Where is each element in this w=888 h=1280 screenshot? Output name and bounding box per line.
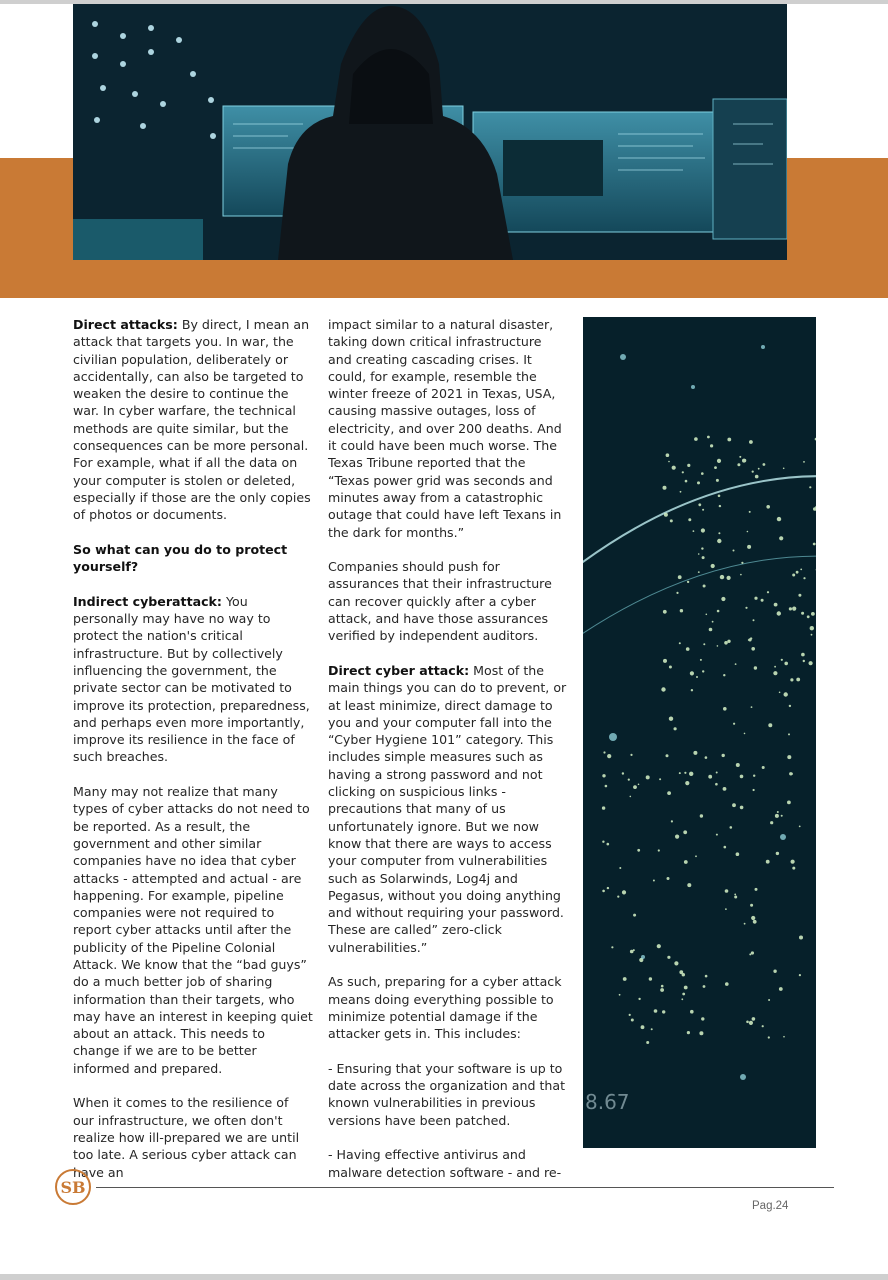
particle-dot bbox=[745, 607, 747, 609]
particle-dot bbox=[674, 727, 677, 730]
particle-dot bbox=[628, 779, 630, 781]
particle-dot bbox=[734, 894, 736, 896]
particle-dot bbox=[811, 634, 813, 636]
particle-dot bbox=[712, 621, 714, 623]
particle-dot bbox=[690, 1010, 694, 1014]
particle-dot bbox=[722, 754, 725, 757]
particle-dot bbox=[698, 553, 700, 555]
page-edge-bottom bbox=[0, 1274, 888, 1280]
particle-dot bbox=[630, 796, 632, 798]
particle-dot bbox=[761, 599, 764, 602]
particle-dot bbox=[714, 466, 717, 469]
particle-dot bbox=[775, 814, 779, 818]
particle-dot bbox=[737, 463, 740, 466]
particle-dot bbox=[695, 855, 697, 857]
particle-dot bbox=[668, 461, 670, 463]
particle-dot bbox=[751, 916, 755, 920]
particle-dot bbox=[747, 545, 751, 549]
particle-dot bbox=[749, 511, 751, 513]
particle-dot bbox=[641, 1025, 645, 1029]
particle-dot bbox=[734, 896, 737, 899]
particle-dot bbox=[773, 671, 777, 675]
particle-dot bbox=[676, 592, 678, 594]
particle-dot bbox=[762, 1025, 764, 1027]
particle-dot bbox=[607, 887, 609, 889]
particle-dot bbox=[750, 904, 753, 907]
particle-dot bbox=[777, 517, 781, 521]
particle-dot bbox=[762, 766, 765, 769]
particle-dot bbox=[751, 951, 754, 954]
particle-dot bbox=[709, 628, 713, 632]
particle-dot bbox=[607, 843, 610, 846]
particle-dot bbox=[649, 977, 652, 980]
particle-dot bbox=[685, 781, 689, 785]
particle-dot bbox=[809, 661, 813, 665]
particle-dot bbox=[811, 612, 815, 616]
paragraph: Indirect cyberattack: You personally may have no way to protect the nation's critical infrastructure. But by collectively influencing the government, the private sector can be motivated to improve its protection, preparedness, and perhaps even more importantly, improve its resilience in the face of such breaches. bbox=[73, 593, 310, 765]
particle-dot bbox=[724, 641, 728, 645]
logo-text: SB bbox=[60, 1178, 86, 1197]
particle-dot bbox=[666, 453, 670, 457]
particle-dot bbox=[752, 1017, 756, 1021]
particle-dot bbox=[700, 814, 703, 817]
paragraph: impact similar to a natural disaster, taking down critical infrastructure and creating cascading crises. It could, for example, resemble the winter freeze of 2021 in Texas, USA, causing massive outages, loss of electricity, and over 200 deaths. And it could have been much worse. The Texas Tribune reported that the “Texas power grid was seconds and minutes away from a catastrophic outage that could have left Texans in the dark for months.” bbox=[328, 317, 562, 540]
particle-dot bbox=[602, 774, 605, 777]
particle-dot bbox=[651, 1028, 653, 1030]
particle-dot bbox=[744, 733, 746, 735]
particle-dot bbox=[687, 1031, 690, 1034]
particle-dot bbox=[749, 1021, 753, 1025]
particle-dot bbox=[689, 772, 693, 776]
particle-dot bbox=[684, 860, 688, 864]
particle-dot bbox=[663, 486, 667, 490]
list-item: - Having effective antivirus and malware detection software - and re- bbox=[328, 1147, 562, 1180]
particle-dot bbox=[779, 692, 781, 694]
paragraph: When it comes to the resilience of our infrastructure, we often don't realize how ill-prepared we are until too late. A serious cyber attack can have an bbox=[73, 1095, 300, 1180]
particle-dot bbox=[752, 471, 754, 473]
particle-dot bbox=[603, 751, 605, 753]
particle-dot bbox=[631, 1019, 634, 1022]
particle-dot bbox=[735, 663, 737, 665]
particle-dot bbox=[783, 1036, 785, 1038]
particle-dot bbox=[787, 801, 791, 805]
particle-dot bbox=[646, 775, 650, 779]
particle-dot bbox=[736, 763, 740, 767]
particle-dot bbox=[671, 820, 673, 822]
particle-dot bbox=[717, 459, 721, 463]
side-image-digital-globe bbox=[583, 317, 816, 1148]
particle-dot bbox=[669, 666, 672, 669]
particle-dot bbox=[630, 950, 634, 954]
particle-dot bbox=[622, 890, 626, 894]
particle-dot bbox=[755, 888, 758, 891]
particle-dot bbox=[672, 466, 676, 470]
particle-dot bbox=[791, 860, 795, 864]
particle-dot bbox=[667, 877, 670, 880]
particle-dot bbox=[679, 772, 681, 774]
particle-dot bbox=[698, 503, 701, 506]
logo bbox=[54, 1168, 92, 1206]
particle-dot bbox=[800, 569, 802, 571]
particle-dot bbox=[669, 717, 673, 721]
particle-dot bbox=[664, 513, 668, 517]
particle-dot bbox=[739, 456, 741, 458]
particle-dot bbox=[701, 528, 705, 532]
particle-dot bbox=[781, 815, 783, 817]
particle-dot bbox=[666, 754, 669, 757]
particle-dot bbox=[602, 841, 604, 843]
particle-dot bbox=[723, 674, 725, 676]
particle-dot bbox=[801, 612, 804, 615]
particle-dot bbox=[617, 896, 619, 898]
particle-dot bbox=[684, 772, 686, 774]
particle-dot bbox=[678, 575, 682, 579]
particle-dot bbox=[787, 755, 791, 759]
particle-dot bbox=[781, 659, 783, 661]
particle-dot bbox=[683, 830, 687, 834]
particle-dot bbox=[740, 775, 744, 779]
particle-dot bbox=[701, 472, 704, 475]
particle-dot bbox=[725, 908, 727, 910]
particle-dot bbox=[708, 775, 712, 779]
particle-dot bbox=[653, 880, 655, 882]
particle-dot bbox=[661, 985, 664, 988]
particle-dot bbox=[740, 574, 742, 576]
particle-dot bbox=[796, 571, 799, 574]
particle-dot bbox=[658, 849, 660, 851]
paragraph: Companies should push for assurances that their infrastructure can recover quickly after a cyber attack, and have those assurances verified by independent auditors. bbox=[328, 559, 552, 644]
particle-dot bbox=[705, 975, 708, 978]
particle-dot bbox=[667, 791, 671, 795]
particle-dot bbox=[718, 495, 721, 498]
particle-dot bbox=[702, 556, 705, 559]
particle-dot bbox=[727, 438, 731, 442]
particle-dot bbox=[784, 692, 788, 696]
particle-dot bbox=[733, 723, 735, 725]
particle-dot bbox=[684, 986, 688, 990]
particle-dot bbox=[662, 1010, 665, 1013]
paragraph: As such, preparing for a cyber attack means doing everything possible to minimize potential damage if the attacker gets in. This includes: bbox=[328, 974, 562, 1042]
particle-dot bbox=[751, 706, 753, 708]
particle-dot bbox=[733, 550, 735, 552]
particle-dot bbox=[763, 463, 766, 466]
particle-dot bbox=[660, 988, 664, 992]
particle-dot bbox=[748, 638, 751, 641]
particle-dot bbox=[607, 754, 611, 758]
particle-dot bbox=[768, 999, 770, 1001]
particle-dot bbox=[753, 789, 755, 791]
particle-dot bbox=[773, 970, 776, 973]
globe-illustration bbox=[583, 317, 816, 1148]
particle-dot bbox=[619, 867, 621, 869]
particle-dot bbox=[803, 461, 805, 463]
particle-dot bbox=[790, 678, 793, 681]
particle-dot bbox=[693, 751, 697, 755]
particle-dot bbox=[774, 666, 776, 668]
particle-dot bbox=[633, 914, 636, 917]
particle-dot bbox=[807, 615, 810, 618]
particle-dot bbox=[740, 806, 744, 810]
particle-dot bbox=[701, 1017, 704, 1020]
particle-dot bbox=[743, 459, 746, 462]
particle-dot bbox=[792, 574, 795, 577]
particle-dot bbox=[670, 519, 673, 522]
particle-dot bbox=[697, 481, 700, 484]
particle-dot bbox=[792, 867, 795, 870]
particle-dot bbox=[749, 440, 753, 444]
particle-dot bbox=[696, 676, 698, 678]
particle-dot bbox=[744, 923, 746, 925]
particle-dot bbox=[717, 539, 721, 543]
particle-dot bbox=[702, 509, 704, 511]
particle-dot bbox=[703, 643, 705, 645]
particle-dot bbox=[732, 803, 736, 807]
particle-dot bbox=[699, 1031, 703, 1035]
particle-dot bbox=[724, 846, 727, 849]
text-column-left bbox=[73, 316, 313, 1198]
particle-dot bbox=[710, 444, 713, 447]
particle-dot bbox=[754, 666, 757, 669]
particle-dot bbox=[718, 532, 720, 534]
particle-dot bbox=[657, 944, 661, 948]
particle-dot bbox=[723, 787, 727, 791]
particle-dot bbox=[719, 505, 721, 507]
globe-overlay-text: 8.67 bbox=[585, 1090, 630, 1114]
particle-dot bbox=[630, 754, 632, 756]
section-heading: So what can you do to protect yourself? bbox=[73, 541, 288, 575]
particle-dot bbox=[758, 468, 760, 470]
particle-dot bbox=[602, 890, 605, 893]
particle-dot bbox=[682, 993, 685, 996]
particle-dot bbox=[687, 464, 690, 467]
particle-dot bbox=[770, 821, 773, 824]
particle-dot bbox=[799, 936, 803, 940]
sb-logo-icon bbox=[54, 1168, 92, 1206]
particle-dot bbox=[690, 671, 694, 675]
particle-dot bbox=[753, 619, 755, 621]
paragraph: Many may not realize that many types of cyber attacks do not need to be reported. As a result, the government and other similar companies have no idea that cyber attacks - attempted and actual - are happening. For example, pipeline companies were not required to report cyber attacks until after the publicity of the Pipeline Colonial Attack. We know that the “bad guys” do a much better job of sharing information than their targets, who may have an interest in keeping quiet about an attack. This needs to change if we are to be better informed and prepared. bbox=[73, 784, 313, 1076]
list-item: - Ensuring that your software is up to date across the organization and that known vulnerabilities in previous versions have been patched. bbox=[328, 1060, 566, 1128]
particle-dot bbox=[779, 536, 783, 540]
particle-dot bbox=[730, 826, 733, 829]
particle-dot bbox=[777, 611, 781, 615]
particle-dot bbox=[717, 645, 719, 647]
particle-dot bbox=[682, 471, 684, 473]
particle-dot bbox=[602, 806, 605, 809]
particle-dot bbox=[789, 607, 792, 610]
particle-dot bbox=[727, 576, 731, 580]
particle-dot bbox=[638, 784, 640, 786]
particle-dot bbox=[767, 591, 769, 593]
particle-dot bbox=[707, 436, 710, 439]
particle-dot bbox=[716, 834, 718, 836]
particle-dot bbox=[751, 647, 755, 651]
particle-dot bbox=[810, 626, 814, 630]
particle-dot bbox=[698, 571, 700, 573]
particle-dot bbox=[633, 785, 637, 789]
particle-dot bbox=[703, 585, 706, 588]
particle-dot bbox=[629, 1014, 631, 1016]
particle-dot bbox=[789, 772, 792, 775]
particle-dot bbox=[768, 723, 772, 727]
footer-rule bbox=[96, 1187, 834, 1188]
particle-dot bbox=[803, 577, 805, 579]
particle-dot bbox=[700, 659, 702, 661]
particle-dot bbox=[746, 1021, 749, 1024]
particle-dot bbox=[659, 778, 661, 780]
particle-dot bbox=[674, 961, 678, 965]
particle-dot bbox=[799, 974, 801, 976]
particle-dot bbox=[798, 594, 801, 597]
particle-dot bbox=[725, 982, 729, 986]
particle-dot bbox=[774, 603, 778, 607]
particle-dot bbox=[754, 597, 757, 600]
particle-dot bbox=[727, 640, 730, 643]
particle-dot bbox=[663, 659, 667, 663]
particle-dot bbox=[717, 610, 720, 613]
particle-dot bbox=[691, 689, 693, 691]
hero-image-hacker bbox=[73, 4, 787, 260]
particle-dot bbox=[776, 852, 779, 855]
particle-dot bbox=[687, 581, 689, 583]
particle-dot bbox=[783, 468, 785, 470]
paragraph: Direct cyber attack: Most of the main things you can do to prevent, or at least minimize, direct damage to you and your computer fall into the “Cyber Hygiene 101” category. This includes simple measures such as having a strong password and not clicking on suspicious links - precautions that many of us unfortunately ignore. But we now know that there are ways to access your computer from vulnerabilities such as Solarwinds, Log4j and Pegasus, without you doing anything and without requiring your password. These are called” zero-click vulnerabilities.” bbox=[328, 662, 567, 955]
particle-dot bbox=[701, 547, 703, 549]
particle-dot bbox=[755, 475, 759, 479]
particle-dot bbox=[779, 987, 783, 991]
particle-dot bbox=[661, 687, 665, 691]
particle-dot bbox=[623, 977, 627, 981]
particle-dot bbox=[721, 597, 725, 601]
particle-dot bbox=[777, 811, 779, 813]
particle-dot bbox=[638, 998, 640, 1000]
particle-dot bbox=[685, 480, 688, 483]
particle-dot bbox=[693, 530, 695, 532]
particle-dot bbox=[711, 564, 715, 568]
particle-dot bbox=[706, 614, 708, 616]
particle-dot bbox=[686, 647, 690, 651]
particle-dot bbox=[667, 956, 670, 959]
particle-dot bbox=[766, 860, 770, 864]
particle-dot bbox=[753, 775, 755, 777]
particle-dot bbox=[637, 849, 640, 852]
text-column-middle bbox=[328, 316, 568, 1198]
particle-dot bbox=[813, 543, 816, 546]
particle-dot bbox=[720, 575, 724, 579]
particle-dot bbox=[753, 920, 757, 924]
particle-dot bbox=[792, 607, 796, 611]
particle-dot bbox=[723, 707, 727, 711]
particle-dot bbox=[646, 1041, 649, 1044]
particle-dot bbox=[611, 946, 613, 948]
hacker-illustration bbox=[73, 4, 787, 260]
particle-dot bbox=[619, 994, 621, 996]
particle-dot bbox=[688, 518, 691, 521]
particle-dot bbox=[736, 852, 740, 856]
particle-dot bbox=[622, 772, 624, 774]
particle-dot bbox=[768, 1036, 770, 1038]
particle-dot bbox=[747, 531, 749, 533]
particle-dot bbox=[694, 437, 698, 441]
particle-dot bbox=[803, 660, 805, 662]
particle-dot bbox=[705, 756, 708, 759]
particle-dot bbox=[796, 678, 800, 682]
particle-dot bbox=[741, 562, 743, 564]
particle-dot bbox=[784, 662, 788, 666]
paragraph: Direct attacks: By direct, I mean an attack that targets you. In war, the civilian population, deliberately or accidentally, can also be targeted to weaken the desire to continue the war. In cyber warfare, the technical methods are quite similar, but the consequences can be more personal. For example, what if all the data on your computer is stolen or deleted, especially if those are the only copies of photos or documents. bbox=[73, 317, 311, 523]
particle-dot bbox=[716, 479, 719, 482]
particle-dot bbox=[788, 733, 790, 735]
particle-dot bbox=[766, 505, 770, 509]
particle-dot bbox=[809, 486, 811, 488]
particle-dot bbox=[680, 609, 683, 612]
particle-dot bbox=[605, 785, 608, 788]
particle-dot bbox=[681, 998, 683, 1000]
particle-dot bbox=[702, 670, 704, 672]
particle-dot bbox=[675, 835, 679, 839]
particle-dot bbox=[663, 610, 667, 614]
particle-dot bbox=[715, 783, 718, 786]
particle-dot bbox=[687, 883, 691, 887]
particle-dot bbox=[679, 970, 683, 974]
particle-dot bbox=[725, 889, 729, 893]
particle-dot bbox=[654, 1009, 658, 1013]
particle-dot bbox=[716, 772, 718, 774]
particle-dot bbox=[679, 642, 681, 644]
particle-dot bbox=[703, 985, 706, 988]
particle-dot bbox=[749, 953, 751, 955]
particle-dot bbox=[680, 491, 682, 493]
particle-dot bbox=[801, 653, 805, 657]
page-number: Pag.24 bbox=[752, 1200, 789, 1212]
particle-dot bbox=[789, 705, 791, 707]
particle-dot bbox=[799, 826, 801, 828]
